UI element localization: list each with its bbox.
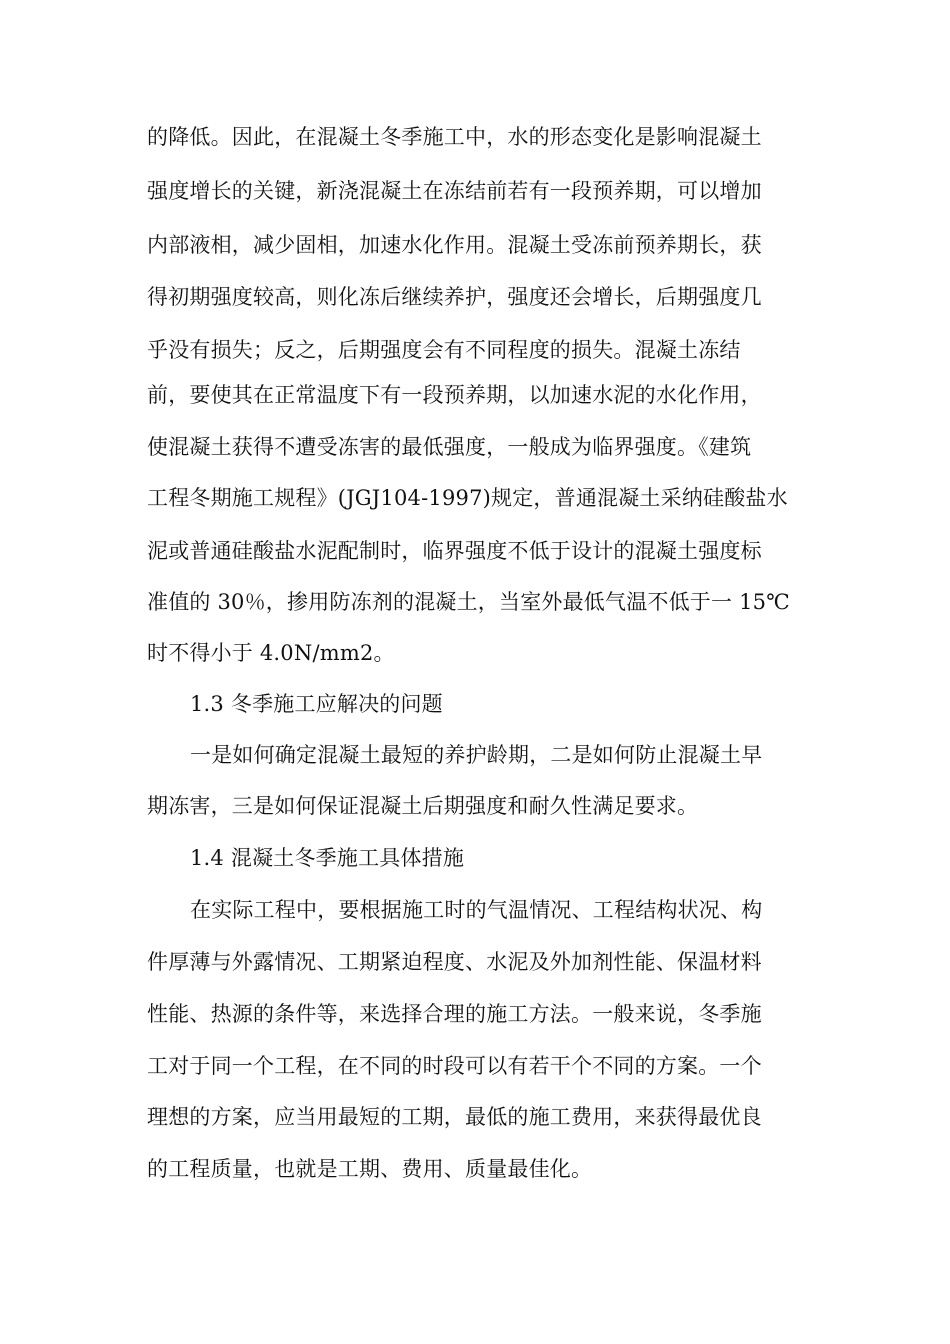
body-text-line: 一是如何确定混凝土最短的养护龄期，二是如何防止混凝土早 (190, 743, 763, 767)
section-heading: 1.4 混凝土冬季施工具体措施 (190, 846, 465, 870)
body-text-line: 期冻害，三是如何保证混凝土后期强度和耐久性满足要求。 (147, 794, 699, 818)
body-text-line: 时不得小于 4.0N/mm2。 (147, 641, 395, 665)
body-text-line: 工对于同一个工程，在不同的时段可以有若干个不同的方案。一个 (147, 1054, 762, 1078)
body-text-line: 准值的 30％，掺用防冻剂的混凝土，当室外最低气温不低于一 15℃ (147, 590, 790, 614)
body-text-line: 得初期强度较高，则化冻后继续养护，强度还会增长，后期强度几 (147, 285, 762, 309)
body-text-line: 乎没有损失；反之，后期强度会有不同程度的损失。混凝土冻结 (147, 338, 741, 362)
body-text-line: 前，要使其在正常温度下有一段预养期，以加速水泥的水化作用， (147, 383, 762, 407)
body-text-line: 理想的方案，应当用最短的工期，最低的施工费用，来获得最优良 (147, 1105, 762, 1129)
body-text-line: 泥或普通硅酸盐水泥配制时，临界强度不低于设计的混凝土强度标 (147, 539, 762, 563)
body-text-line: 的降低。因此，在混凝土冬季施工中，水的形态变化是影响混凝土 (147, 125, 762, 149)
section-heading: 1.3 冬季施工应解决的问题 (190, 692, 443, 716)
body-text-line: 性能、热源的条件等，来选择合理的施工方法。一般来说，冬季施 (147, 1002, 762, 1026)
body-text-line: 的工程质量，也就是工期、费用、质量最佳化。 (147, 1157, 593, 1181)
body-text-line: 使混凝土获得不遭受冻害的最低强度，一般成为临界强度。《建筑 (147, 435, 752, 459)
body-text-line: 内部液相，减少固相，加速水化作用。混凝土受冻前预养期长，获 (147, 233, 762, 257)
body-text-line: 在实际工程中，要根据施工时的气温情况、工程结构状况、构 (190, 898, 763, 922)
body-text-line: 件厚薄与外露情况、工期紧迫程度、水泥及外加剂性能、保温材料 (147, 950, 762, 974)
body-text-line: 工程冬期施工规程》(JGJ104-1997)规定，普通混凝土采纳硅酸盐水 (147, 486, 788, 510)
body-text-line: 强度增长的关键，新浇混凝土在冻结前若有一段预养期，可以增加 (147, 179, 762, 203)
